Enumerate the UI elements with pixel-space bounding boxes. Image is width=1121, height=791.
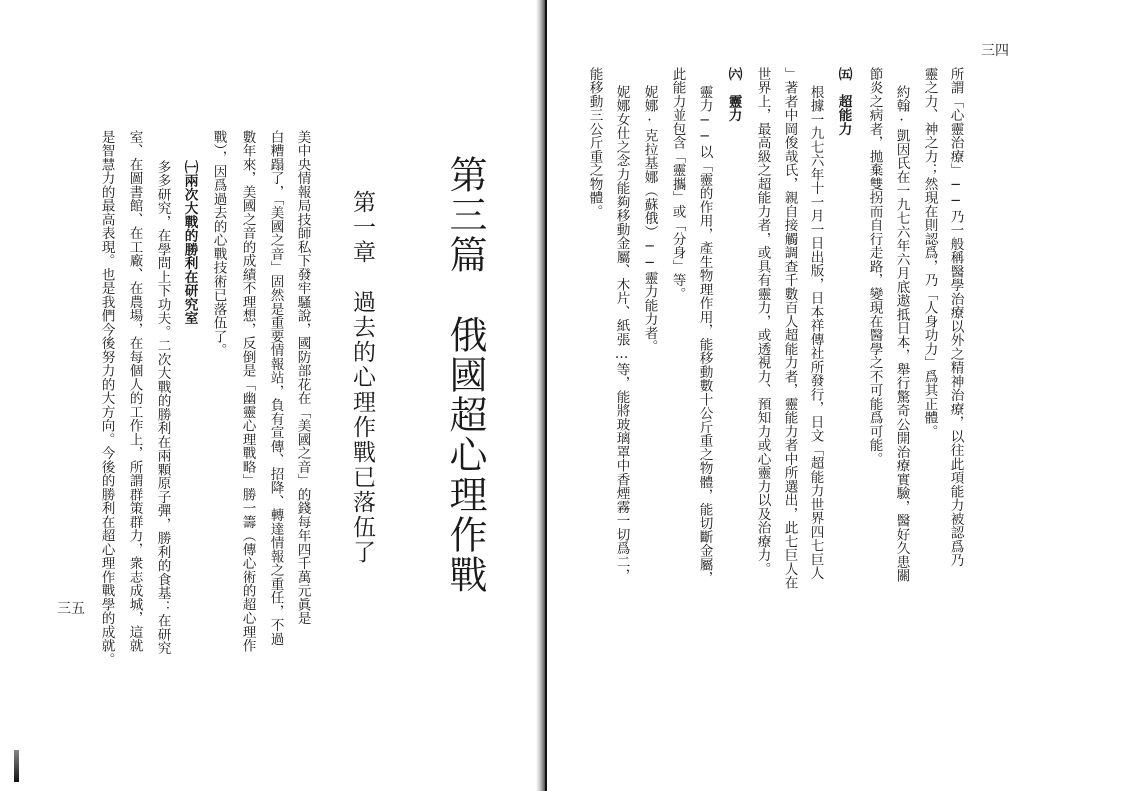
text-line: 妮娜·克拉基娜（蘇俄）──靈力能力者。 xyxy=(641,85,658,354)
text-line: 節炎之病者，拋棄雙拐而自行走路，變現在醫學之不可能爲可能。 xyxy=(866,67,883,466)
text-line: 室、在圖書館、在工廠、在農場，在每個人的工作上，所謂群策群力，衆志成城，這就 xyxy=(126,130,143,653)
gutter-edge xyxy=(545,0,547,791)
text-line: 約翰·凱因氏在一九七六年六月底遨抵日本，舉行驚奇公開治療實驗，醫好久患關 xyxy=(893,85,910,583)
text-line: 根據一九七六年十一月一日出版，日本祥傳社所發行，日文「超能力世界四七巨人 xyxy=(807,85,824,580)
text-line: 多多研究，在學問上下功夫。二次大戰的勝利在兩顆原子彈，勝利的食基：在研究 xyxy=(154,160,171,655)
text-line: 所謂「心靈治療」──乃一般稱醫學治療以外之精神治療，以往此項能力被認爲乃 xyxy=(947,67,964,567)
text-line: 白糟蹋了，「美國之音」固然是重要情報站，負有宣傳、招降、轉達情報之重任，不過 xyxy=(267,130,284,646)
chapter-title: 第一章 過去的心理作戰已落伍了 xyxy=(349,190,375,565)
text-line: 」著者中岡俊哉氏，親自接觸調查千數百人超能力者，靈能力者中所選出，此七巨人在 xyxy=(781,67,798,590)
text-line: 此能力並包含「靈攜」或「分身」等。 xyxy=(669,67,686,301)
text-line: 靈力──以「靈的作用，產生物理作用，能移動數十公斤重之物體，能切斷金屬， xyxy=(696,85,713,585)
text-line: 世界上，最高級之超能力者，或具有靈力，或透視力、預知力或心靈力以及治療力。 xyxy=(754,67,771,576)
text-line: 美中央情報局技師私下發牢騷說，國防部花在「美國之音」的錢每年四千萬元眞是 xyxy=(294,130,311,625)
text-line: 靈之力、神之力；然現在則認爲，乃「人身功力」爲其正體。 xyxy=(921,67,938,439)
text-line: 是智慧力的最高表現。也是我們今後努力的大方向。今後的勝利在超心理作戰學的成就。 xyxy=(98,130,115,667)
text-line: 妮娜女仕之念力能夠移動金屬、木片、紙張…等，能將玻璃罩中香煙霧一切爲二， xyxy=(613,85,630,583)
right-page-number: 三四 xyxy=(981,43,1009,59)
part-title: 第三篇 俄國超心理作戰 xyxy=(443,155,487,595)
section-heading: ㈠兩次大戰的勝利在研究室 xyxy=(181,160,198,325)
section-heading: ㈥ 靈力 xyxy=(725,67,742,122)
text-line: 戰），因爲過去的心戰技術已落伍了。 xyxy=(210,130,227,357)
page-edge-mark xyxy=(14,750,19,782)
text-line: 數年來，美國之音的成績不理想，反倒是「幽靈心理戰略」勝一籌（傳心術的超心理作 xyxy=(239,130,256,653)
text-line: 能移動三公斤重之物體。 xyxy=(586,67,603,219)
left-page-number: 三五 xyxy=(57,601,85,617)
section-heading: ㈤ 超能力 xyxy=(835,67,852,136)
book-gutter xyxy=(530,0,552,791)
